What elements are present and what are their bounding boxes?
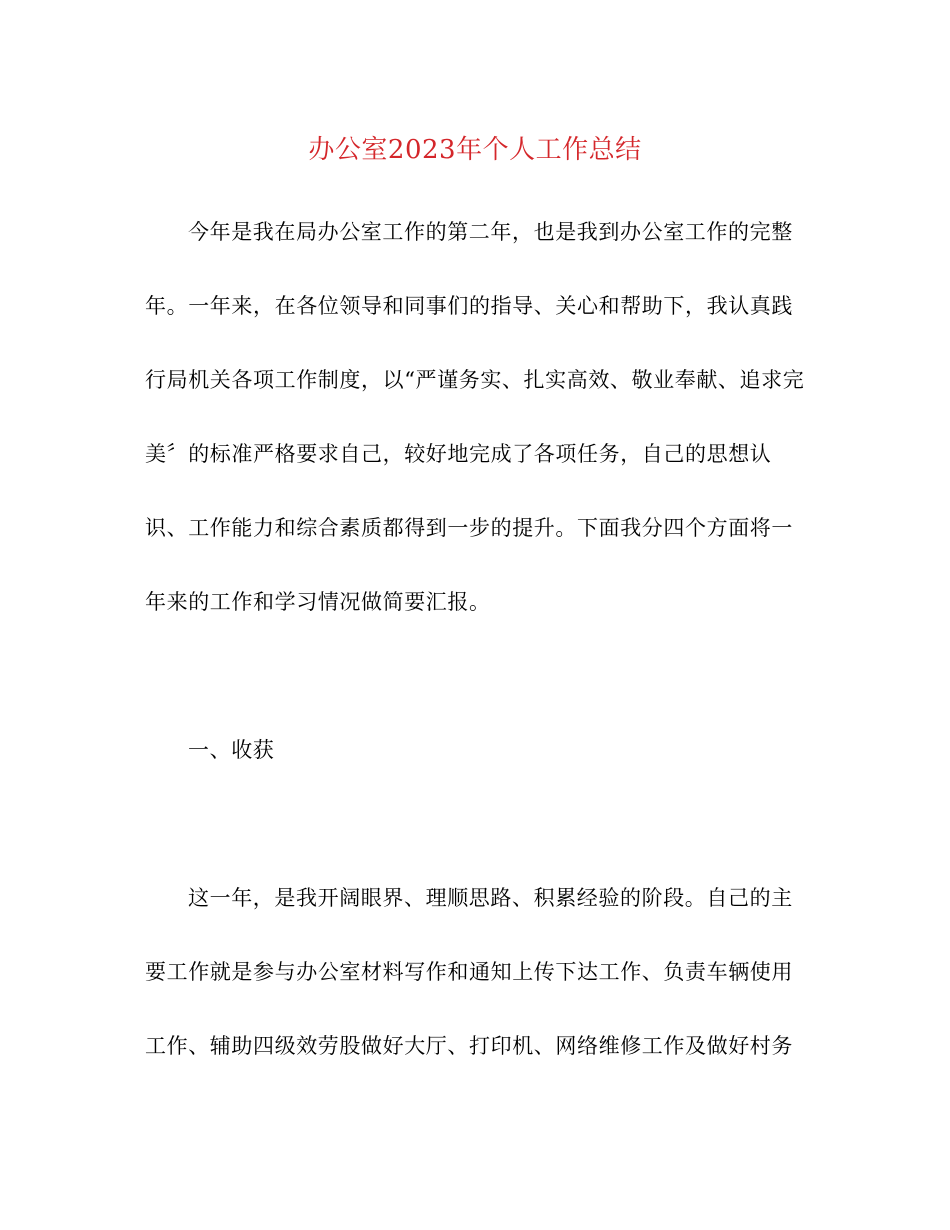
paragraph-line: 年。一年来，在各位领导和同事们的指导、关心和帮助下，我认真践 [145,294,793,318]
paragraph-line: 美〞的标准严格要求自己，较好地完成了各项任务，自己的思想认 [145,442,772,466]
paragraph-line: 今年是我在局办公室工作的第二年，也是我到办公室工作的完整 [188,220,793,244]
document-title: 办公室2023年个人工作总结 [308,135,642,165]
paragraph-line: 要工作就是参与办公室材料写作和通知上传下达工作、负责车辆使用 [145,960,793,984]
paragraph-line: 年来的工作和学习情况做简要汇报。 [145,590,491,614]
paragraph-line: 行局机关各项工作制度，以“严谨务实、扎实高效、敬业奉献、追求完 [145,368,805,392]
paragraph-line: 识、工作能力和综合素质都得到一步的提升。下面我分四个方面将一 [145,516,793,540]
paragraph-line: 这一年，是我开阔眼界、理顺思路、积累经验的阶段。自己的主 [188,886,793,910]
paragraph-line: 工作、辅助四级效劳股做好大厅、打印机、网络维修工作及做好村务 [145,1034,793,1058]
section-heading: 一、收获 [188,738,275,762]
